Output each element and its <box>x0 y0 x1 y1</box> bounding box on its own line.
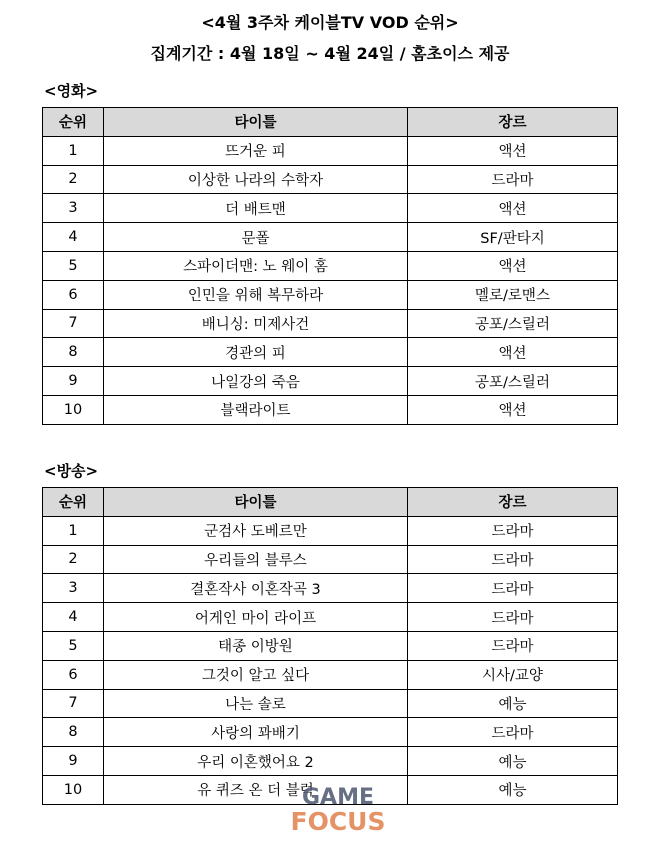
title-cell: 나는 솔로 <box>104 689 408 718</box>
genre-cell: 드라마 <box>408 603 618 632</box>
rank-cell: 10 <box>43 775 104 804</box>
table-row <box>43 660 618 689</box>
header-genre: 장르 <box>408 108 618 137</box>
rank-cell: 1 <box>43 136 104 165</box>
movie-ranking-table <box>42 107 618 425</box>
rank-cell: 5 <box>43 631 104 660</box>
title-cell: 이상한 나라의 수학자 <box>104 165 408 194</box>
genre-cell: 액션 <box>408 194 618 223</box>
genre-cell: 공포/스릴러 <box>408 309 618 338</box>
genre-cell: 드라마 <box>408 516 618 545</box>
rank-cell: 4 <box>43 603 104 632</box>
rank-cell: 8 <box>43 338 104 367</box>
table-header-row <box>43 488 618 517</box>
genre-cell: SF/판타지 <box>408 223 618 252</box>
table-row <box>43 516 618 545</box>
table-row <box>43 338 618 367</box>
genre-cell: 액션 <box>408 338 618 367</box>
table-row <box>43 689 618 718</box>
table-row <box>43 545 618 574</box>
genre-cell: 액션 <box>408 395 618 424</box>
header-title: 타이틀 <box>104 108 408 137</box>
header-rank: 순위 <box>43 108 104 137</box>
rank-cell: 7 <box>43 309 104 338</box>
rank-cell: 6 <box>43 660 104 689</box>
table-row <box>43 367 618 396</box>
rank-cell: 2 <box>43 165 104 194</box>
table-row <box>43 718 618 747</box>
rank-cell: 10 <box>43 395 104 424</box>
genre-cell: 시사/교양 <box>408 660 618 689</box>
table-row <box>43 574 618 603</box>
genre-cell: 예능 <box>408 747 618 776</box>
rank-cell: 8 <box>43 718 104 747</box>
table-row <box>43 395 618 424</box>
rank-cell: 4 <box>43 223 104 252</box>
genre-cell: 드라마 <box>408 574 618 603</box>
genre-cell: 멜로/로맨스 <box>408 280 618 309</box>
title-cell: 군검사 도베르만 <box>104 516 408 545</box>
title-cell: 유 퀴즈 온 더 블럭 <box>104 775 408 804</box>
rank-cell: 3 <box>43 194 104 223</box>
title-cell: 나일강의 죽음 <box>104 367 408 396</box>
genre-cell: 드라마 <box>408 545 618 574</box>
rank-cell: 9 <box>43 367 104 396</box>
rank-cell: 9 <box>43 747 104 776</box>
genre-cell: 액션 <box>408 251 618 280</box>
title-cell: 사랑의 꽈배기 <box>104 718 408 747</box>
table-header-row <box>43 108 618 137</box>
rank-cell: 5 <box>43 251 104 280</box>
page-title: <4월 3주차 케이블TV VOD 순위> <box>201 13 459 32</box>
title-cell: 우리들의 블루스 <box>104 545 408 574</box>
title-cell: 뜨거운 피 <box>104 136 408 165</box>
table-row <box>43 775 618 804</box>
genre-cell: 예능 <box>408 689 618 718</box>
genre-cell: 드라마 <box>408 631 618 660</box>
genre-cell: 공포/스릴러 <box>408 367 618 396</box>
rank-cell: 2 <box>43 545 104 574</box>
title-cell: 결혼작사 이혼작곡 3 <box>104 574 408 603</box>
table-row <box>43 747 618 776</box>
title-cell: 스파이더맨: 노 웨이 홈 <box>104 251 408 280</box>
header-title: 타이틀 <box>104 488 408 517</box>
table-row <box>43 603 618 632</box>
rank-cell: 3 <box>43 574 104 603</box>
title-cell: 배니싱: 미제사건 <box>104 309 408 338</box>
title-cell: 그것이 알고 싶다 <box>104 660 408 689</box>
section-label-movies: <영화> <box>44 82 99 100</box>
rank-cell: 7 <box>43 689 104 718</box>
title-cell: 우리 이혼했어요 2 <box>104 747 408 776</box>
title-cell: 경관의 피 <box>104 338 408 367</box>
table-row <box>43 251 618 280</box>
table-row <box>43 223 618 252</box>
header-genre: 장르 <box>408 488 618 517</box>
title-cell: 어게인 마이 라이프 <box>104 603 408 632</box>
table-row <box>43 165 618 194</box>
movie-table-body <box>43 136 618 424</box>
section-label-broadcast: <방송> <box>44 462 99 480</box>
genre-cell: 액션 <box>408 136 618 165</box>
title-cell: 블랙라이트 <box>104 395 408 424</box>
rank-cell: 6 <box>43 280 104 309</box>
rank-cell: 1 <box>43 516 104 545</box>
genre-cell: 드라마 <box>408 165 618 194</box>
watermark-line2: FOCUS <box>290 807 386 834</box>
title-cell: 태종 이방원 <box>104 631 408 660</box>
table-row <box>43 136 618 165</box>
title-cell: 더 배트맨 <box>104 194 408 223</box>
header-rank: 순위 <box>43 488 104 517</box>
broadcast-ranking-table <box>42 487 618 805</box>
watermark-line1: GAME <box>301 785 375 810</box>
genre-cell: 예능 <box>408 775 618 804</box>
broadcast-table-body <box>43 516 618 804</box>
title-cell: 인민을 위해 복무하라 <box>104 280 408 309</box>
table-row <box>43 280 618 309</box>
table-row <box>43 631 618 660</box>
title-cell: 문폴 <box>104 223 408 252</box>
table-row <box>43 309 618 338</box>
genre-cell: 드라마 <box>408 718 618 747</box>
table-row <box>43 194 618 223</box>
page-subtitle: 집계기간 : 4월 18일 ~ 4월 24일 / 홈초이스 제공 <box>150 44 510 63</box>
